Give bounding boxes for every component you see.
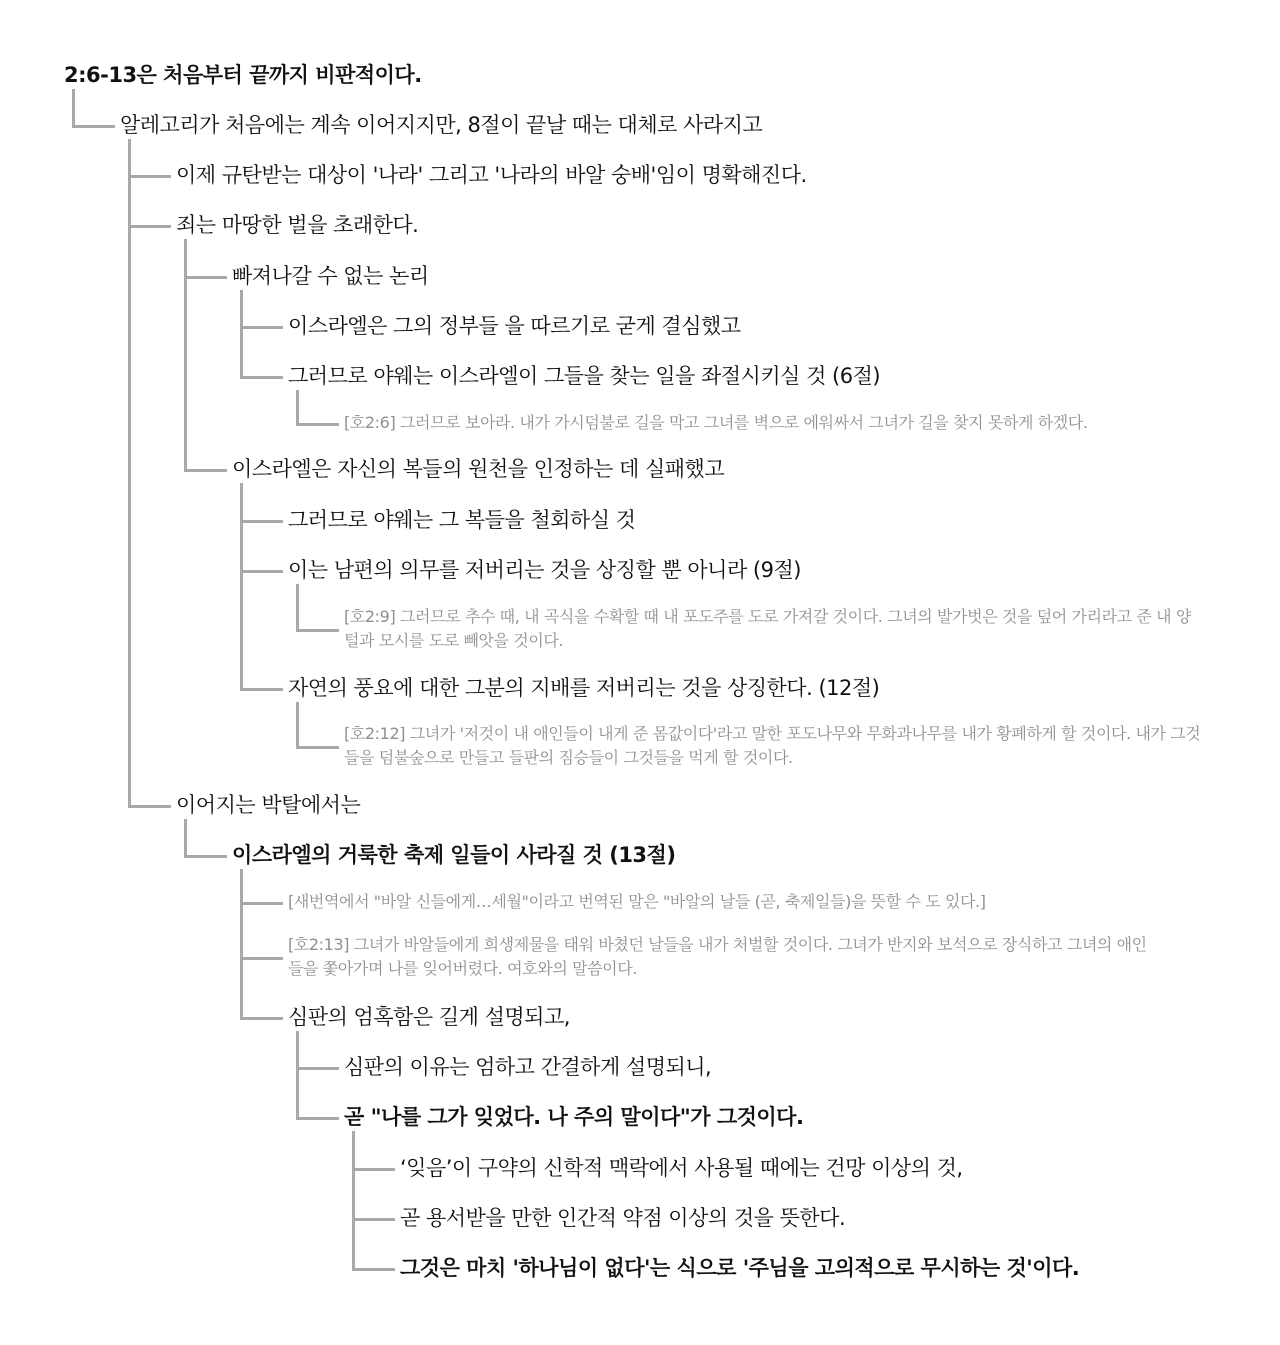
scripture-note: [새번역에서 "바알 신들에게…세월"이라고 번역된 말은 "바알의 날들 (곧, 축제일들)을 뜻할 수 도 있다.] bbox=[288, 892, 986, 911]
scripture-note: [호2:13] 그녀가 바알들에게 희생제물을 태워 바쳤던 날들을 내가 처벌할 것이다. 그녀가 반지와 보석으로 장식하고 그녀의 애인들을 쫓아가며 나를 잊어버렸다. 여호와의 말씀이다. bbox=[288, 935, 1147, 978]
tree-connector-horizontal bbox=[352, 1268, 395, 1271]
outline-item: 이제 규탄받는 대상이 '나라' 그리고 '나라의 바알 숭배'임이 명확해진다. bbox=[176, 163, 807, 187]
scripture-note: [호2:6] 그러므로 보아라. 내가 가시덤불로 길을 막고 그녀를 벽으로 에워싸서 그녀가 길을 찾지 못하게 하겠다. bbox=[344, 413, 1088, 432]
outline-item: ‘잊음’이 구약의 신학적 맥락에서 사용될 때에는 건망 이상의 것, bbox=[400, 1156, 963, 1180]
outline-item: 곧 용서받을 만한 인간적 약점 이상의 것을 뜻한다. bbox=[400, 1206, 846, 1230]
tree-connector-vertical bbox=[352, 1168, 355, 1220]
tree-connector-vertical bbox=[240, 957, 243, 1019]
tree-connector-vertical bbox=[296, 390, 299, 425]
outline-item: 그것은 마치 '하나님이 없다'는 식으로 '주님을 고의적으로 무시하는 것'이다. bbox=[400, 1256, 1080, 1280]
tree-connector-vertical bbox=[296, 702, 299, 748]
outline-item: 그러므로 야웨는 이스라엘이 그들을 찾는 일을 좌절시키실 것 (6절) bbox=[288, 364, 881, 388]
tree-connector-vertical bbox=[240, 902, 243, 959]
tree-connector-vertical bbox=[184, 819, 187, 857]
tree-connector-horizontal bbox=[128, 225, 171, 228]
tree-connector-horizontal bbox=[240, 902, 283, 905]
tree-connector-vertical bbox=[128, 225, 131, 807]
tree-connector-horizontal bbox=[240, 570, 283, 573]
tree-connector-horizontal bbox=[128, 175, 171, 178]
tree-connector-vertical bbox=[352, 1218, 355, 1270]
outline-item: 2:6-13은 처음부터 끝까지 비판적이다. bbox=[64, 63, 422, 87]
tree-connector-horizontal bbox=[296, 423, 339, 426]
tree-connector-horizontal bbox=[296, 1067, 339, 1070]
tree-connector-vertical bbox=[296, 584, 299, 631]
outline-item: 심판의 이유는 엄하고 간결하게 설명되니, bbox=[344, 1055, 712, 1079]
tree-connector-vertical bbox=[296, 1031, 299, 1069]
outline-item: 곧 "나를 그가 잊었다. 나 주의 말이다"가 그것이다. bbox=[344, 1105, 804, 1129]
tree-connector-horizontal bbox=[352, 1218, 395, 1221]
outline-item: 그러므로 야웨는 그 복들을 철회하실 것 bbox=[288, 508, 636, 532]
tree-connector-vertical bbox=[296, 1067, 299, 1119]
tree-connector-horizontal bbox=[296, 629, 339, 632]
scripture-note: [호2:9] 그러므로 추수 때, 내 곡식을 수확할 때 내 포도주를 도로 가져갈 것이다. 그녀의 발가벗은 것을 덮어 가리라고 준 내 양털과 모시를 도로 빼앗을 것이다. bbox=[344, 607, 1191, 650]
tree-connector-vertical bbox=[128, 139, 131, 177]
tree-connector-vertical bbox=[72, 89, 75, 127]
tree-connector-horizontal bbox=[184, 855, 227, 858]
outline-item: 심판의 엄혹함은 길게 설명되고, bbox=[288, 1005, 570, 1029]
tree-connector-horizontal bbox=[240, 957, 283, 960]
outline-item: 이스라엘은 자신의 복들의 원천을 인정하는 데 실패했고 bbox=[232, 457, 725, 481]
tree-connector-horizontal bbox=[184, 469, 227, 472]
outline-item: 이어지는 박탈에서는 bbox=[176, 793, 361, 817]
tree-connector-horizontal bbox=[296, 1117, 339, 1120]
tree-connector-horizontal bbox=[240, 1017, 283, 1020]
tree-connector-horizontal bbox=[240, 688, 283, 691]
tree-connector-horizontal bbox=[72, 125, 115, 128]
tree-connector-horizontal bbox=[240, 376, 283, 379]
tree-connector-vertical bbox=[240, 290, 243, 328]
scripture-note: [호2:12] 그녀가 '저것이 내 애인들이 내게 준 몸값이다'라고 말한 포도나무와 무화과나무를 내가 황폐하게 할 것이다. 내가 그것들을 덤불숲으로 만들고 들판의 짐승들이 그것들을 먹게 할 것이다. bbox=[344, 724, 1201, 767]
tree-connector-vertical bbox=[184, 276, 187, 471]
outline-item: 이스라엘의 거룩한 축제 일들이 사라질 것 (13절) bbox=[232, 843, 676, 867]
tree-connector-horizontal bbox=[240, 326, 283, 329]
tree-connector-horizontal bbox=[128, 805, 171, 808]
outline-item: 자연의 풍요에 대한 그분의 지배를 저버리는 것을 상징한다. (12절) bbox=[288, 676, 880, 700]
outline-item: 이스라엘은 그의 정부들 을 따르기로 굳게 결심했고 bbox=[288, 314, 741, 338]
tree-connector-horizontal bbox=[184, 276, 227, 279]
tree-connector-vertical bbox=[240, 570, 243, 690]
outline-item: 알레고리가 처음에는 계속 이어지지만, 8절이 끝날 때는 대체로 사라지고 bbox=[120, 113, 763, 137]
tree-connector-vertical bbox=[184, 239, 187, 278]
tree-connector-vertical bbox=[240, 520, 243, 572]
tree-connector-horizontal bbox=[296, 746, 339, 749]
outline-item: 이는 남편의 의무를 저버리는 것을 상징할 뿐 아니라 (9절) bbox=[288, 558, 801, 582]
tree-connector-vertical bbox=[352, 1131, 355, 1170]
tree-connector-vertical bbox=[240, 326, 243, 378]
tree-connector-vertical bbox=[240, 869, 243, 904]
tree-connector-horizontal bbox=[352, 1168, 395, 1171]
tree-connector-vertical bbox=[128, 175, 131, 227]
tree-connector-vertical bbox=[240, 483, 243, 522]
tree-connector-horizontal bbox=[240, 520, 283, 523]
outline-item: 빠져나갈 수 없는 논리 bbox=[232, 264, 429, 288]
outline-item: 죄는 마땅한 벌을 초래한다. bbox=[176, 213, 419, 237]
